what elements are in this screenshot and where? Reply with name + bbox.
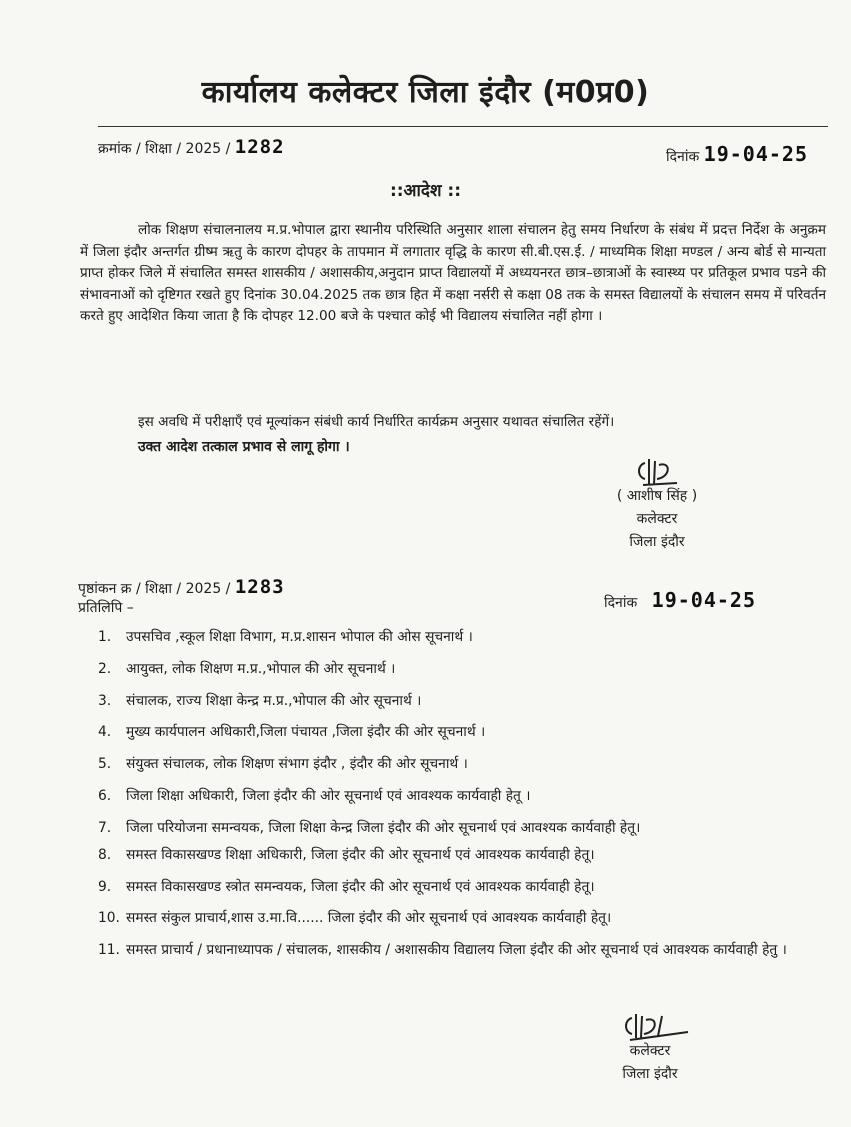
signatory-designation: कलेक्टर bbox=[636, 511, 678, 527]
signatory-place: जिला इंदौर bbox=[629, 534, 685, 550]
signature-block-2 bbox=[580, 1010, 720, 1086]
header-divider bbox=[98, 126, 828, 127]
signatory-place: जिला इंदौर bbox=[622, 1066, 678, 1082]
list-item: 8. समस्त विकासखण्ड शिक्षा अधिकारी, जिला इंदौर की ओर सूचनार्थ एवं आवश्यक कार्यवाही हेतू। bbox=[98, 846, 595, 863]
list-item: 10. समस्त संकुल प्राचार्य,शास उ.मा.वि...... जिला इंदौर की ओर सूचनार्थ एवं आवश्यक कार्यवाही हेतू। bbox=[98, 910, 612, 927]
endorsement-date-label: दिनांक bbox=[604, 595, 638, 611]
endorsement-number-label: पृष्ठांकन क्र / शिक्षा / 2025 / bbox=[78, 581, 231, 597]
list-item: 11. समस्त प्राचार्य / प्रधानाध्यापक / संचालक, शासकीय / अशासकीय विद्यालय जिला इंदौर की ओर सूचनार्थ एवं आवश्यक कार्यवाही हेतु । bbox=[98, 942, 787, 959]
order-number: 1282 bbox=[234, 136, 285, 158]
order-date: 19-04-25 bbox=[703, 142, 808, 166]
list-item: 6. जिला शिक्षा अधिकारी, जिला इंदौर की ओर सूचनार्थ एवं आवश्यक कार्यवाही हेतू । bbox=[98, 787, 531, 804]
endorsement-date-line bbox=[604, 588, 756, 612]
order-heading: ::आदेश :: bbox=[389, 181, 462, 201]
order-date-line bbox=[666, 142, 808, 166]
copies-label: प्रतिलिपि – bbox=[78, 600, 134, 616]
copy-recipient-list bbox=[98, 626, 818, 966]
order-body-exams: इस अवधि में परीक्षाऍं एवं मूल्यांकन संबंधी कार्य निर्धारित कार्यक्रम अनुसार यथावत संचालित रहेंगें। bbox=[138, 414, 615, 430]
order-number-label: क्रमांक / शिक्षा / 2025 / bbox=[98, 141, 231, 157]
endorsement-number: 1283 bbox=[234, 576, 285, 598]
list-item: 9. समस्त विकासखण्ड स्त्रोत समन्वयक, जिला इंदौर की ओर सूचनार्थ एवं आवश्यक कार्यवाही हेतू। bbox=[98, 878, 595, 895]
signature-block-1 bbox=[572, 455, 742, 554]
list-item: 1. उपसचिव ,स्कूल शिक्षा विभाग, म.प्र.शासन भोपाल की ओस सूचनार्थ । bbox=[98, 629, 473, 645]
order-effect-note: उक्त आदेश तत्काल प्रभाव से लागू होगा । bbox=[138, 439, 350, 455]
order-number-line bbox=[98, 136, 285, 158]
list-item: 2. आयुक्त, लोक शिक्षण म.प्र.,भोपाल की ओर सूचनार्थ । bbox=[98, 660, 396, 677]
signatory-name: ( आशीष सिंह ) bbox=[616, 488, 698, 504]
list-item: 4. मुख्य कार्यपालन अधिकारी,जिला पंचायत ,जिला इंदौर की ओर सूचनार्थ । bbox=[98, 724, 486, 741]
order-date-label: दिनांक bbox=[666, 149, 700, 165]
list-item: 3. संचालक, राज्य शिक्षा केन्द्र म.प्र.,भोपाल की ओर सूचनार्थ । bbox=[98, 692, 422, 709]
order-body: लोक शिक्षण संचालनालय म.प्र.भोपाल द्वारा स्थानीय परिस्थिति अनुसार शाला संचालन हेतु समय निर्धारण के संबंध में प्रदत्त निर्देश के अनुक्रम में जिला इंदौर अन्तर्गत ग्रीष्म ऋतु के कारण दोपहर के तापमान में लगातार वृद्धि के कारण सी.बी.एस.ई. / माध्यमिक शिक्षा मण्डल / अन्य बोर्ड से मान्यता प्राप्त होकर जिले में संचालित समस्त शासकीय / अशासकीय,अनुदान प्राप्त विद्यालयों में अध्ययनरत छात्र–छात्राओं के स्वास्थ्य पर प्रतिकूल प्रभाव पडने की संभावनाओं को दृष्टिगत रखते हुए दिनांक 30.04.2025 तक छात्र हित में कक्षा नर्सरी से कक्षा 08 तक के समस्त विद्यालयों के संचालन समय में परिवर्तन करते हुए आदेशित किया जाता है कि दोपहर 12.00 बजे के पश्चात कोई भी विद्यालय संचालित नहीं होगा । bbox=[80, 222, 826, 325]
endorsement-number-line bbox=[78, 576, 285, 598]
endorsement-date: 19-04-25 bbox=[651, 588, 756, 612]
signatory-designation: कलेक्टर bbox=[629, 1043, 671, 1059]
list-item: 7. जिला परियोजना समन्वयक, जिला शिक्षा केन्द्र जिला इंदौर की ओर सूचनार्थ एवं आवश्यक कार्यवाही हेतू। bbox=[98, 819, 641, 836]
list-item: 5. संयुक्त संचालक, लोक शिक्षण संभाग इंदौर , इंदौर की ओर सूचनार्थ । bbox=[98, 756, 468, 773]
office-title: कार्यालय कलेक्टर जिला इंदौर (म0प्र0) bbox=[201, 75, 650, 110]
